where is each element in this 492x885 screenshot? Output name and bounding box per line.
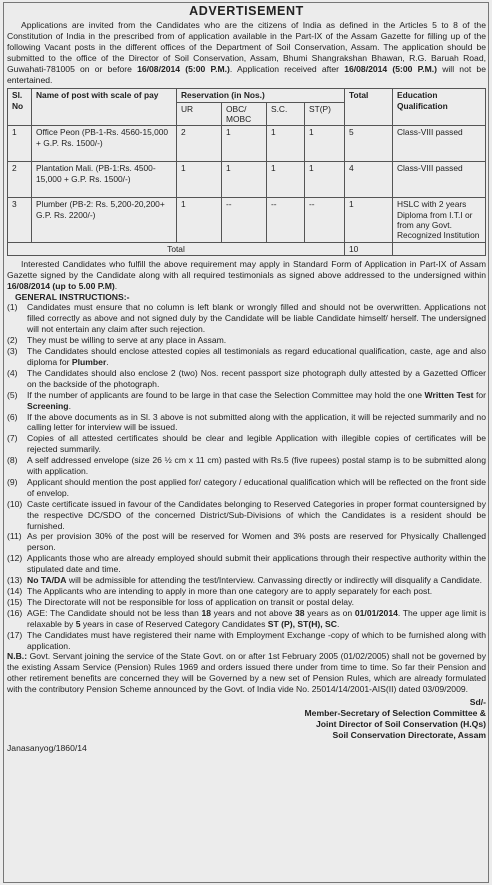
cell-obc: 1 (222, 126, 267, 162)
item-text-part: They must be willing to serve at any place in Assam. (27, 335, 227, 346)
item-text (27, 575, 486, 586)
cell-slno: 1 (8, 126, 32, 162)
item-text-part: years as on (304, 607, 355, 618)
item-text-part: AGE: The Candidate should not be less than (27, 607, 202, 618)
cell-sc: 1 (267, 162, 305, 198)
item-text-part: As per provision 30% of the post will be reserved for Women and 3% posts are reserved for Physically Challenged person. (27, 531, 486, 553)
intro-text: Applications are invited from the Candidates who are the citizens of India as defined in the Articles 5 to 8 of the Constitution of India in the prescribed from of application available in the Part-IX of the Assam Gazette for filling up of the following Vacant posts in the different offices of the Department of Soil Conservation, Assam. The application should be submitted to the office of the Director of Soil Conservation, Assam, Bhumi Shangrakshan Bhawan, R.G. Baruah Road, Guwahati-781005 on or before (7, 20, 486, 74)
cell-edu: Class-VIII passed (393, 162, 486, 198)
list-item (7, 499, 486, 532)
item-text (27, 586, 486, 597)
cell-slno: 2 (8, 162, 32, 198)
item-number: (2) (7, 335, 18, 346)
item-text-part: The Applicants who are intending to apply in more than one category are to apply separately for each post. (27, 586, 433, 596)
item-text-part: Caste certificate issued in favour of the Candidates belonging to Reserved Categories in proper format countersigned by the respective DC/SDO of the concerned District/Sub-Divisions of which the Candidates is a resident should be furnished. (27, 498, 486, 531)
item-bold-part: Screening (27, 400, 69, 411)
col-header-ur: UR (177, 102, 222, 126)
intro-paragraph (7, 20, 486, 85)
list-item (7, 575, 486, 586)
list-item (7, 630, 486, 652)
list-item (7, 335, 486, 346)
item-text (27, 477, 486, 499)
item-text-part: The Candidates should enclose attested copies all testimonials as regard educational qualification, caste, age and also diploma for (27, 346, 486, 367)
deadline-date: 16/08/2014 (5:00 P.M.) (344, 63, 438, 74)
vacancy-table (7, 88, 486, 255)
item-number: (1) (7, 302, 18, 313)
item-text (27, 412, 486, 434)
cell-st: 1 (305, 126, 345, 162)
intro-text: will not be entertained. (7, 63, 486, 85)
item-number: (10) (7, 498, 23, 509)
item-number: (6) (7, 411, 18, 422)
item-bold-part: No TA/DA (27, 575, 67, 586)
table-row (8, 198, 486, 242)
item-text-part: A self addressed envelope (size 26 ½ cm x 11 cm) pasted with Rs.5 (five rupees) postal stamp is to be submitted along with application. (27, 455, 486, 477)
application-paragraph (7, 259, 486, 292)
item-text (27, 335, 486, 346)
item-bold-part: 5 (75, 618, 81, 629)
cell-total: 1 (345, 198, 393, 242)
item-text-part: If the number of applicants are found to be large in that case the Selection Committee may hold the one (27, 389, 425, 400)
item-number: (17) (7, 629, 23, 640)
list-item (7, 346, 486, 368)
item-text (27, 630, 486, 652)
item-text (27, 499, 486, 532)
cell-sc: 1 (267, 126, 305, 162)
col-header-post: Name of post with scale of pay (32, 89, 177, 126)
item-text-part: The Candidates must have registered their name with Employment Exchange -copy of which to be furnished along with application. (27, 629, 486, 651)
footer-reference: Janasanyog/1860/14 (7, 742, 87, 753)
cell-ur: 1 (177, 162, 222, 198)
item-text-part: . (106, 356, 109, 367)
item-number: (15) (7, 596, 23, 607)
list-item (7, 597, 486, 608)
cell-post: Plumber (PB-2: Rs. 5,200-20,200+ G.P. Rs. 2200/-) (32, 198, 177, 242)
col-header-slno: Sl. No (8, 89, 32, 126)
item-number: (8) (7, 455, 18, 466)
item-number: (3) (7, 346, 18, 357)
list-item (7, 433, 486, 455)
item-bold-part: 18 (201, 607, 212, 618)
cell-st: -- (305, 198, 345, 242)
list-item (7, 455, 486, 477)
item-text (27, 531, 486, 553)
item-text (27, 368, 486, 390)
item-number: (13) (7, 575, 23, 586)
item-text (27, 302, 486, 335)
item-text-part: . The upper age limit is relaxable by (27, 607, 487, 629)
item-bold-part: 38 (295, 607, 305, 618)
item-number: (9) (7, 476, 18, 487)
item-text-part: Copies of all attested certificates should be clear and legible Application with illegible copies of certificates will be rejected summarily. (27, 433, 486, 455)
list-item (7, 412, 486, 434)
list-item (7, 608, 486, 630)
total-empty-cell (393, 242, 486, 255)
cell-total: 4 (345, 162, 393, 198)
nb-paragraph (7, 651, 486, 695)
cell-sc: -- (267, 198, 305, 242)
general-instructions-heading: GENERAL INSTRUCTIONS:- (15, 291, 130, 302)
item-text-part: Applicant should mention the post applied for/ category / educational qualification which will be reflected on the front side of envelop. (27, 476, 486, 498)
intro-text: . Application received after (229, 63, 345, 74)
signature-block (7, 697, 486, 741)
signature-line: Soil Conservation Directorate, Assam (332, 729, 486, 740)
table-total-row (8, 242, 486, 255)
item-text-part: years and not above (211, 607, 296, 618)
col-header-reservation: Reservation (in Nos.) (177, 89, 345, 102)
deadline-date: 16/08/2014 (up to 5.00 P.M) (7, 280, 115, 291)
list-item (7, 531, 486, 553)
list-item (7, 586, 486, 597)
para-text: Interested Candidates who fulfill the above requirement may apply in Standard Form of Application in Part-IX of Assam Gazette signed by the Candidate along with all required testimonials as signed above addressed to the undersigned within (7, 258, 486, 280)
list-item (7, 390, 486, 412)
signature-sd: Sd/- (469, 697, 486, 708)
cell-ur: 1 (177, 198, 222, 242)
col-header-education: Education Qualification (393, 89, 486, 126)
cell-edu: Class-VIII passed (393, 126, 486, 162)
item-text (27, 433, 486, 455)
item-number: (5) (7, 389, 18, 400)
item-number: (14) (7, 586, 23, 596)
col-header-total: Total (345, 89, 393, 126)
list-item (7, 477, 486, 499)
item-text-part: The Directorate will not be responsible for loss of application on transit or postal delay. (27, 596, 355, 607)
item-number: (16) (7, 607, 23, 618)
item-number: (12) (7, 553, 23, 564)
item-number: (7) (7, 433, 18, 444)
table-row (8, 126, 486, 162)
item-text-part: years in case of Reserved Category Candidates (80, 618, 268, 629)
para-text: . (114, 280, 118, 291)
list-item (7, 553, 486, 575)
item-text (27, 346, 486, 368)
item-bold-part: ST (P), ST(H), SC (267, 618, 337, 629)
table-header-row (8, 89, 486, 102)
item-text-part: Applicants those who are already employed should submit their applications through their respective authority within the stipulated date and time. (27, 553, 486, 575)
item-text (27, 455, 486, 477)
cell-obc: 1 (222, 162, 267, 198)
total-label: Total (8, 242, 345, 255)
cell-edu: HSLC with 2 years Diploma from I.T.I or from any Govt. Recognized Institution (393, 198, 486, 242)
nb-label: N.B.: (7, 651, 28, 662)
item-bold-part: Written Test (424, 389, 474, 400)
item-number: (11) (7, 531, 22, 542)
cell-st: 1 (305, 162, 345, 198)
item-number: (4) (7, 367, 18, 378)
item-text-part: will be admissible for attending the test/Interview. Canvassing directly or indirectly will disqualify a Candidate. (66, 575, 483, 586)
col-header-st: ST(P) (305, 102, 345, 126)
signature-line: Member-Secretary of Selection Committee & (304, 707, 486, 718)
cell-ur: 2 (177, 126, 222, 162)
list-item (7, 302, 486, 335)
item-text-part: for (473, 389, 486, 400)
cell-obc: -- (222, 198, 267, 242)
item-text (27, 597, 486, 608)
item-text-part: If the above documents as in Sl. 3 above is not submitted along with the application, it will be rejected summarily and no calling letter for interview will be issued. (27, 411, 486, 433)
item-bold-part: Plumber (71, 356, 107, 367)
item-text (27, 390, 486, 412)
cell-post: Office Peon (PB-1-Rs. 4560-15,000 + G.P. Rs. 1500/-) (32, 126, 177, 162)
item-text (27, 553, 486, 575)
cell-post: Plantation Mali. (PB-1:Rs. 4500-15,000 + G.P. Rs. 1500/-) (32, 162, 177, 198)
item-text-part: The Candidates should also enclose 2 (two) Nos. recent passport size photograph dully attested by a Gazetted Officer on the backside of the photograph. (27, 367, 486, 389)
list-item (7, 368, 486, 390)
nb-text: Govt. Servant joining the service of the State Govt. on or after 1st February 2005 (01/02/2005) shall not be governed by the existing Assam Service (Pension) Rules 1969 and orders issued there under from time to time. So far their Pension and other retirement benefits are concerned they will be Governed by a new set of Pension Rules, which are already formulated with the contributory Pension Scheme announced by the Govt. of India vide No. 25014/14/2001-AIS(II) dated 03/09/2009. (7, 651, 486, 695)
total-value: 10 (345, 242, 393, 255)
cell-slno: 3 (8, 198, 32, 242)
item-text-part: . (68, 400, 71, 411)
table-row (8, 162, 486, 198)
col-header-obc: OBC/ MOBC (222, 102, 267, 126)
item-text (27, 608, 486, 630)
col-header-sc: S.C. (267, 102, 305, 126)
cell-total: 5 (345, 126, 393, 162)
deadline-date: 16/08/2014 (5:00 P.M.) (137, 63, 230, 74)
signature-line: Joint Director of Soil Conservation (H.Qs) (316, 718, 486, 729)
instructions-list (7, 302, 486, 651)
item-text-part: . (337, 618, 340, 629)
item-text-part: Candidates must ensure that no column is left blank or wrongly filled and should not be overwritten. Applications not filled correctly as above and not signed duly by the Candidate will be liable Candidate himself/ herself. The undersigned will not entertain any claim after such rejection. (27, 302, 486, 335)
page-title: ADVERTISEMENT (189, 4, 304, 18)
item-bold-part: 01/01/2014 (354, 607, 398, 618)
